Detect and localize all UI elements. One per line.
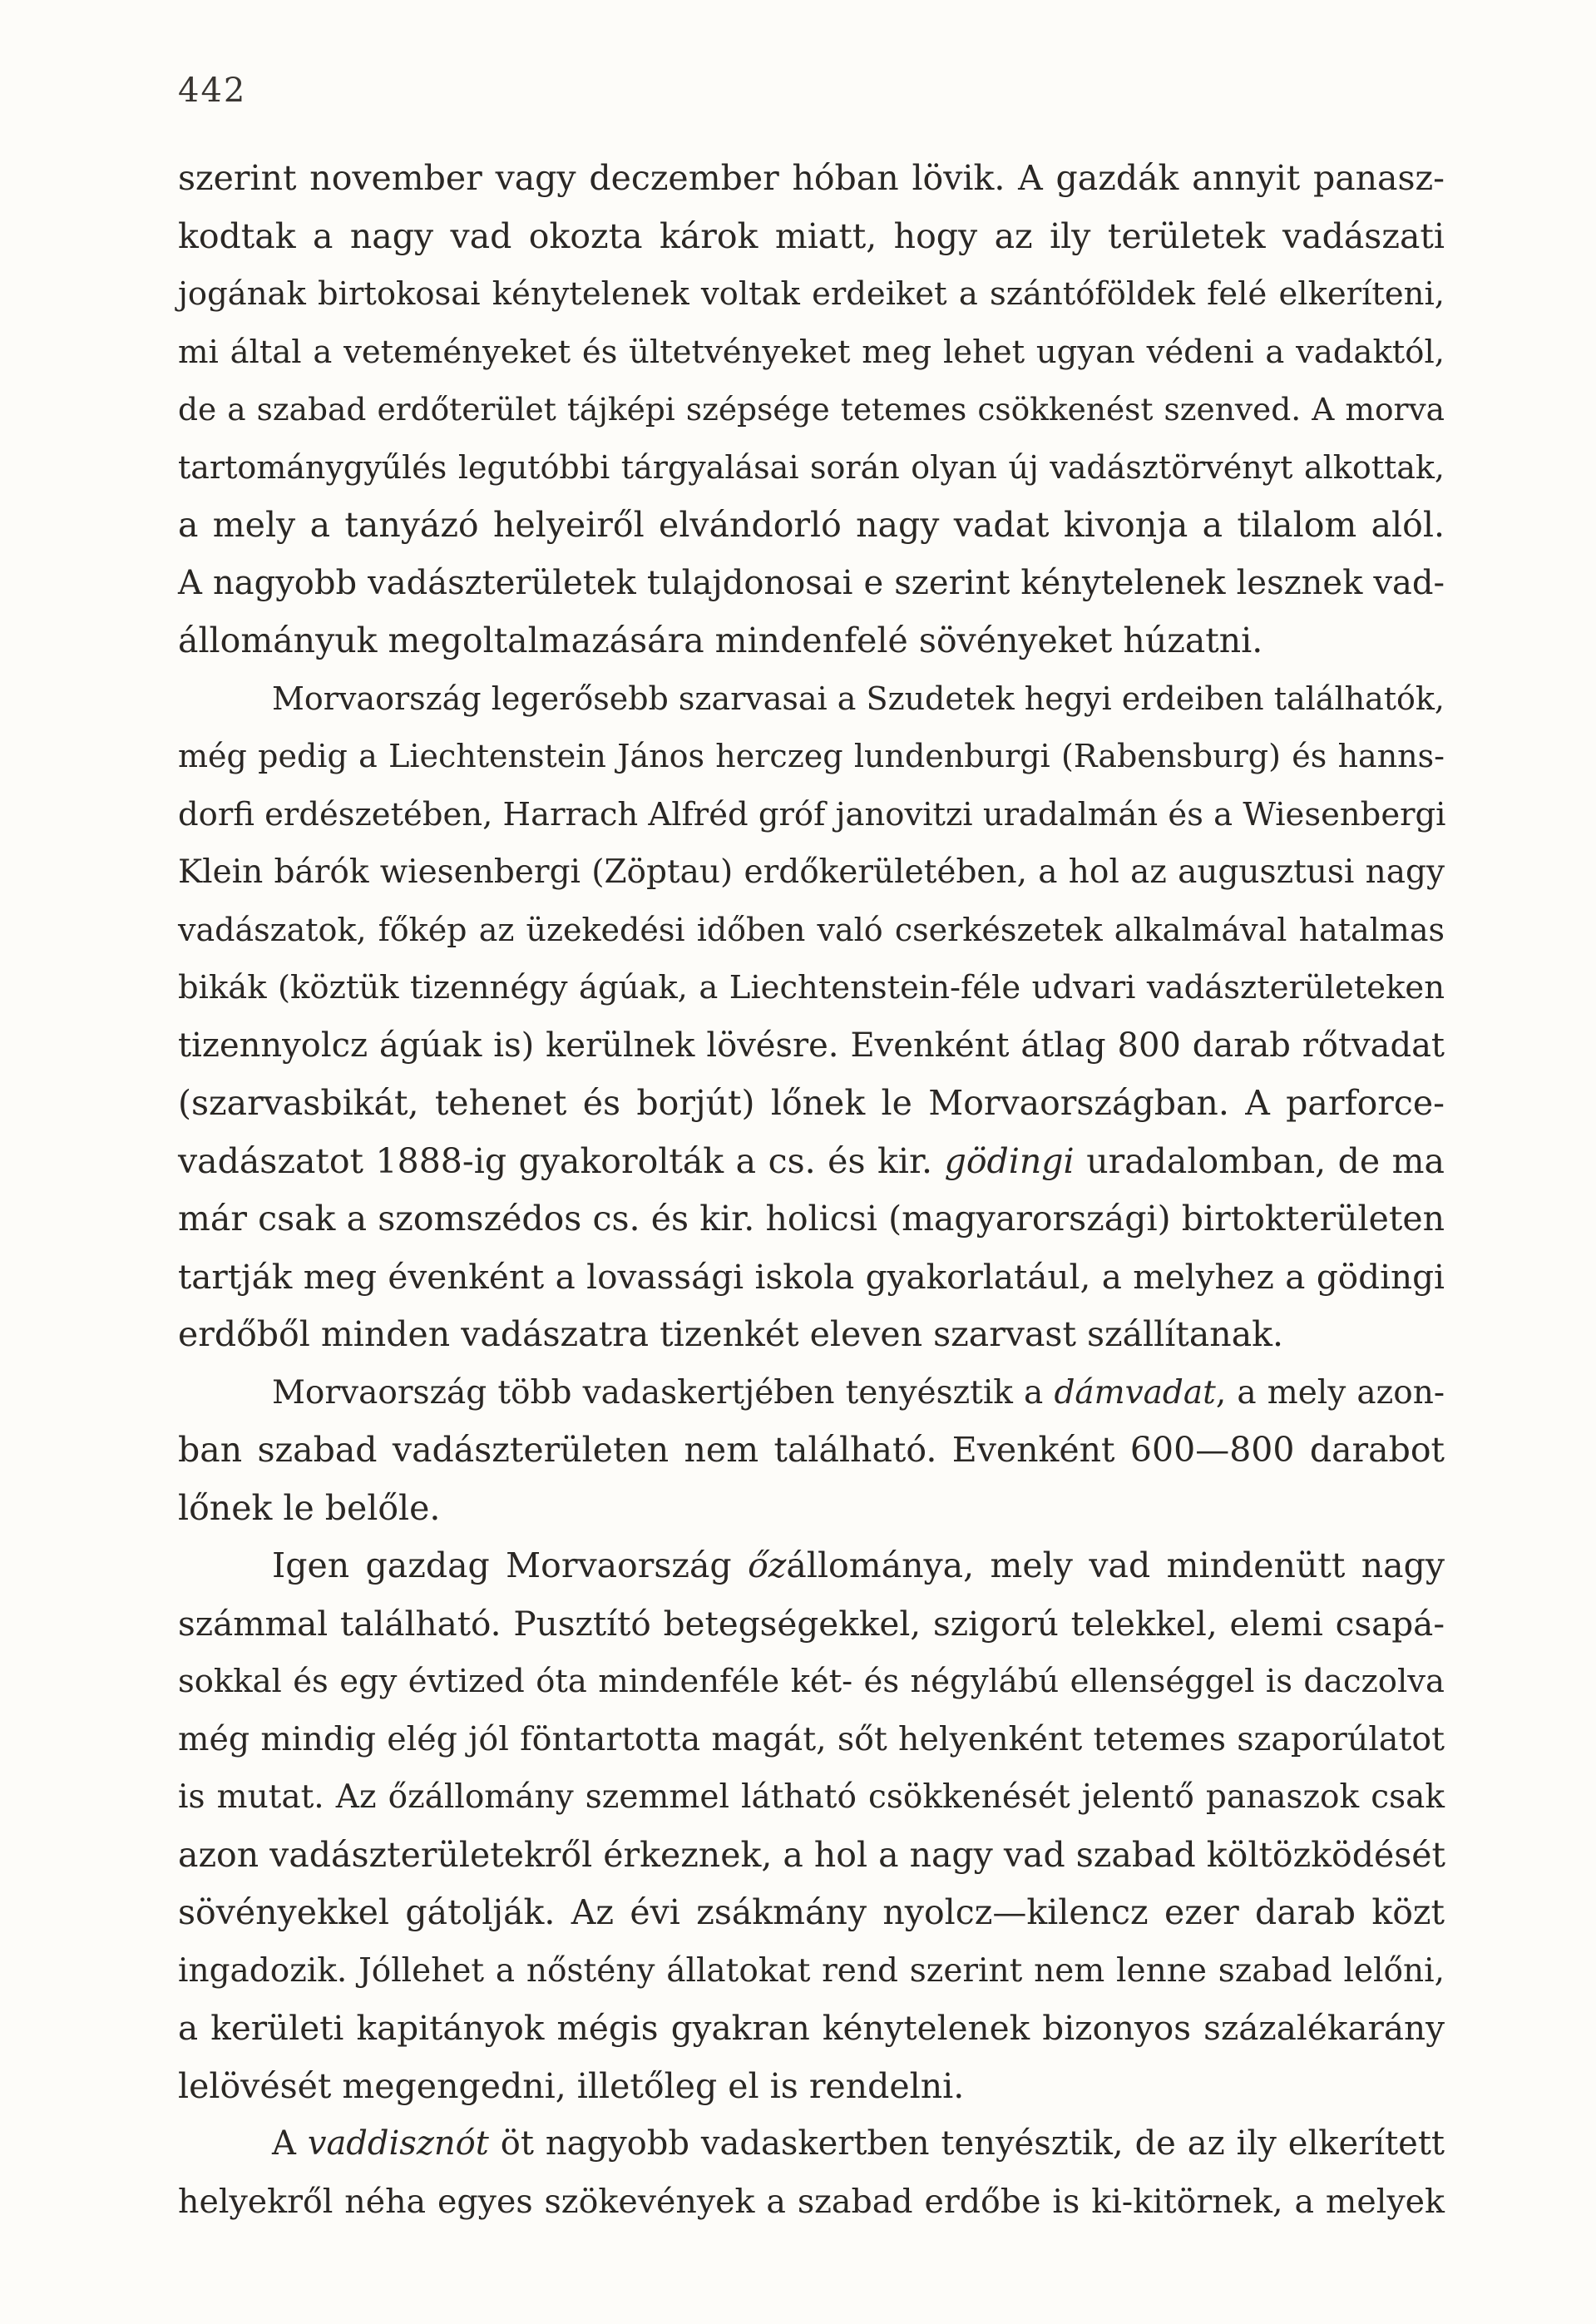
italic-term: dámvadat — [1054, 1373, 1216, 1412]
text-line: (szarvasbikát, tehenet és borjút) lőnek le Morvaországban. A parforce- — [178, 1083, 1445, 1123]
text-line: a kerületi kapitányok mégis gyakran kénytelenek bizonyos százalékarány — [178, 2008, 1445, 2048]
text-line: is mutat. Az őzállomány szemmel látható csökkenését jelentő panaszok csak — [178, 1778, 1445, 1816]
text-segment: uradalomban, de ma — [1074, 1140, 1445, 1181]
text-line: vadászatok, főkép az üzekedési időben való cserkészetek alkalmával hatalmas — [178, 911, 1445, 948]
text-line: a mely a tanyázó helyeiről elvándorló nagy vadat kivonja a tilalom alól. — [178, 505, 1445, 545]
text-segment: Igen gazdag Morvaország — [272, 1545, 749, 1585]
text-line: ban szabad vadászterületen nem található. Evenként 600—800 darabot — [178, 1430, 1445, 1470]
text-line: még mindig elég jól föntartotta magát, sőt helyenként tetemes szaporúlatot — [178, 1719, 1445, 1758]
text-segment: A — [272, 2124, 308, 2163]
text-line — [178, 1133, 1445, 1191]
text-line — [178, 1537, 1445, 1595]
text-segment: állománya, mely vad mindenütt nagy — [786, 1545, 1445, 1585]
text-line: azon vadászterületekről érkeznek, a hol a nagy vad szabad költözködését — [178, 1834, 1446, 1875]
text-line: kodtak a nagy vad okozta károk miatt, hogy az ily területek vadászati — [178, 215, 1445, 256]
text-line: számmal található. Pusztító betegségekkel, szigorú telekkel, elemi csapá- — [178, 1603, 1445, 1644]
italic-term: gödingi — [944, 1140, 1075, 1181]
text-line: szerint november vagy deczember hóban lövik. A gazdák annyit panasz- — [178, 158, 1445, 198]
text-line: de a szabad erdőterület tájképi szépsége tetemes csökkenést szenved. A morva — [178, 391, 1445, 428]
italic-term: őz — [748, 1545, 787, 1585]
text-line: Klein bárók wiesenbergi (Zöptau) erdőkerületében, a hol az augusztusi nagy — [178, 853, 1445, 891]
text-line: ingadozik. Jóllehet a nőstény állatokat rend szerint nem lenne szabad lelőni, — [178, 1951, 1445, 1990]
text-line: már csak a szomszédos cs. és kir. holicsi (magyarországi) birtokterületen — [178, 1199, 1445, 1239]
text-line: Morvaország legerősebb szarvasai a Szudetek hegyi erdeiben találhatók, — [272, 680, 1445, 717]
text-line: még pedig a Liechtenstein János herczeg lundenburgi (Rabensburg) és hanns- — [178, 738, 1445, 774]
text-line: lőnek le belőle. — [178, 1487, 441, 1528]
italic-term: vaddisznót — [307, 2124, 489, 2163]
text-segment: öt nagyobb vadaskertben tenyésztik, de az ily elkerített — [488, 2124, 1445, 2163]
text-line: dorfi erdészetében, Harrach Alfréd gróf janovitzi uradalmán és a Wiesenbergi — [178, 795, 1446, 833]
body-text — [178, 150, 1445, 2231]
text-line — [178, 2115, 1445, 2173]
text-line: helyekről néha egyes szökevények a szabad erdőbe is ki-kitörnek, a melyek — [178, 2182, 1445, 2221]
text-line: sokkal és egy évtized óta mindenféle két- és négylábú ellenséggel is daczolva — [178, 1663, 1445, 1700]
text-line: sövényekkel gátolják. Az évi zsákmány nyolcz—kilencz ezer darab közt — [178, 1892, 1445, 1932]
text-line: állományuk megoltalmazására mindenfelé sövényeket húzatni. — [178, 621, 1263, 660]
text-line: A nagyobb vadászterületek tulajdonosai e szerint kénytelenek lesznek vad- — [178, 563, 1445, 602]
text-segment: , a mely azon- — [1215, 1373, 1445, 1412]
text-segment: Morvaország több vadaskertjében tenyésztik a — [272, 1373, 1055, 1412]
text-line: tizennyolcz ágúak is) kerülnek lövésre. Evenként átlag 800 darab rőtvadat — [178, 1026, 1445, 1065]
text-line: bikák (köztük tizennégy ágúak, a Liechtenstein-féle udvari vadászterületeken — [178, 969, 1445, 1006]
text-line — [178, 1364, 1445, 1422]
text-segment: vadászatot 1888-ig gyakorolták a cs. és kir. — [178, 1140, 945, 1181]
page-number: 442 — [178, 72, 247, 110]
text-line: jogának birtokosai kénytelenek voltak erdeiket a szántóföldek felé elkeríteni, — [178, 275, 1445, 313]
text-line: lelövését megengedni, illetőleg el is rendelni. — [178, 2065, 965, 2106]
text-line: mi által a veteményeket és ültetvényeket meg lehet ugyan védeni a vadaktól, — [178, 333, 1445, 371]
text-line: tartják meg évenként a lovassági iskola gyakorlatául, a melyhez a gödingi — [178, 1256, 1445, 1297]
text-line: erdőből minden vadászatra tizenkét eleven szarvast szállítanak. — [178, 1314, 1284, 1354]
text-line: tartománygyűlés legutóbbi tárgyalásai során olyan új vadásztörvényt alkottak, — [178, 448, 1445, 486]
